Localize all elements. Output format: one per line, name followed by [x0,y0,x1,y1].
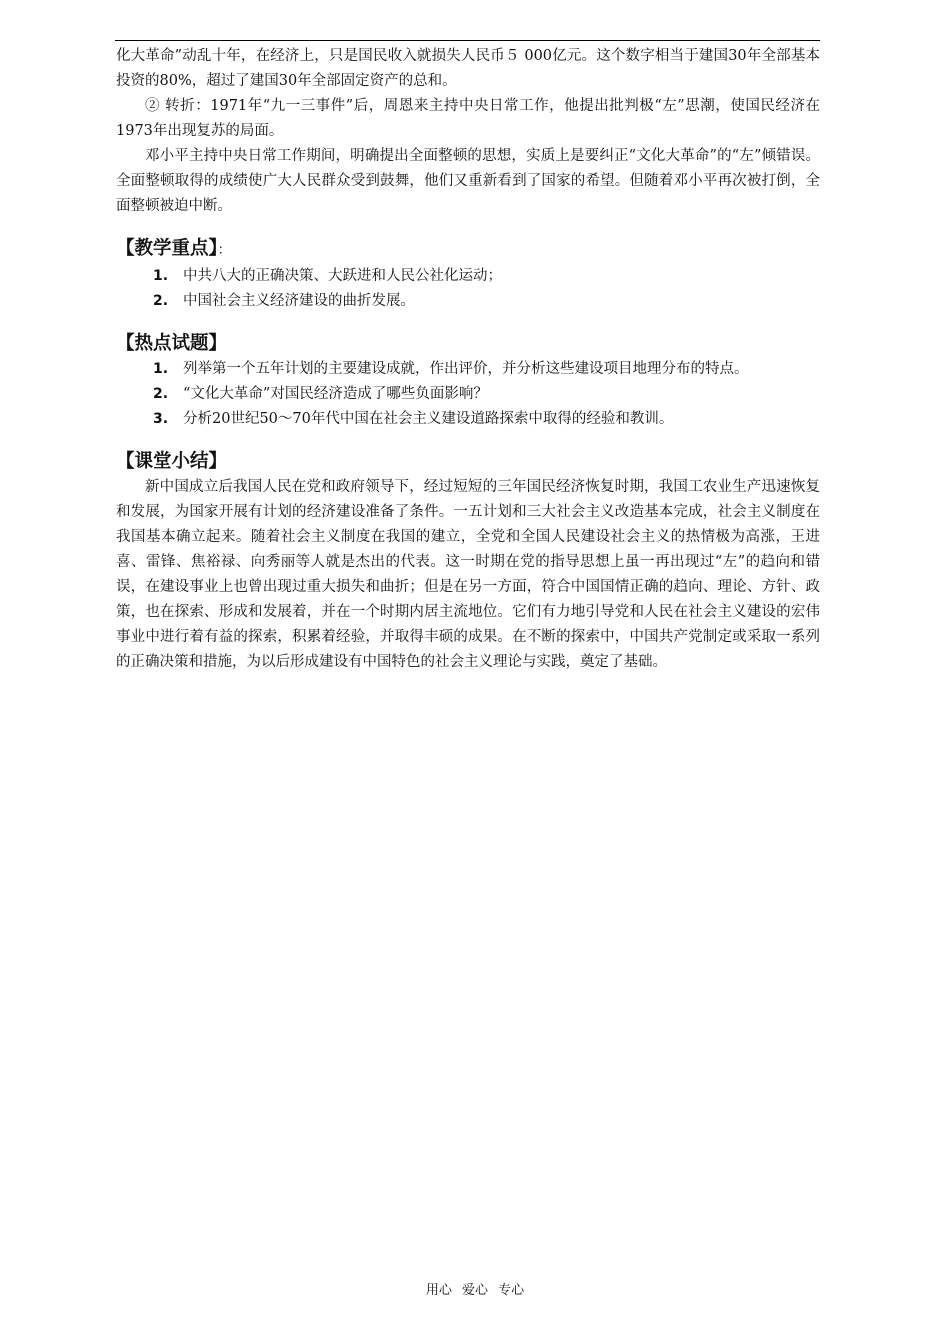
document-body [116,44,820,675]
intro-paragraph-2: ② 转折：1971年“九一三事件”后，周恩来主持中央日常工作，他提出批判极“左”思潮，使国民经济在1973年出现复苏的局面。 [116,98,820,139]
intro-paragraph-1: 化大革命”动乱十年，在经济上，只是国民收入就损失人民币５ 000亿元。这个数字相当于建国30年全部基本投资的80%，超过了建国30年全部固定资产的总和。 [116,48,820,89]
list-item [116,407,820,432]
intro-paragraph-3: 邓小平主持中央日常工作期间，明确提出全面整顿的思想，实质上是要纠正“文化大革命”的“左”倾错误。全面整顿取得的成绩使广大人民群众受到鼓舞，他们又重新看到了国家的希望。但随着邓小平再次被打倒，全面整顿被迫中断。 [116,148,820,214]
list-item-number: 1. [153,361,169,377]
list-item-text: “文化大革命”对国民经济造成了哪些负面影响？ [183,386,488,402]
list-item-text: 分析20世纪50～70年代中国在社会主义建设道路探索中取得的经验和教训。 [183,411,674,427]
header-rule [115,40,820,41]
page-footer: 用心 爱心 专心 [425,1283,525,1298]
list-item-text: 中国社会主义经济建设的曲折发展。 [183,293,415,309]
list-item [116,382,820,407]
list-item-number: 2. [153,386,169,402]
focus-list [116,264,820,314]
list-item-text: 中共八大的正确决策、大跃进和人民公社化运动； [183,268,502,284]
hot-questions-list [116,357,820,432]
list-item-number: 2. [153,293,169,309]
list-item-number: 1. [153,268,169,284]
list-item [116,264,820,289]
summary-paragraph: 新中国成立后我国人民在党和政府领导下，经过短短的三年国民经济恢复时期，我国工农业生产迅速恢复和发展，为国家开展有计划的经济建设准备了条件。一五计划和三大社会主义改造基本完成，社会主义制度在我国基本确立起来。随着社会主义制度在我国的建立，全党和全国人民建设社会主义的热情极为高涨，王进喜、雷锋、焦裕禄、向秀丽等人就是杰出的代表。这一时期在党的指导思想上虽一再出现过“左”的趋向和错误，在建设事业上也曾出现过重大损失和曲折；但是在另一方面，符合中国国情正确的趋向、理论、方针、政策，也在探索、形成和发展着，并在一个时期内居主流地位。它们有力地引导党和人民在社会主义建设的宏伟事业中进行着有益的探索，积累着经验，并取得丰硕的成果。在不断的探索中，中国共产党制定或采取一系列的正确决策和措施，为以后形成建设有中国特色的社会主义理论与实践，奠定了基础。 [116,479,820,670]
focus-heading-colon: ： [217,243,231,258]
list-item [116,357,820,382]
summary-heading: 【课堂小结】 [116,451,228,472]
list-item [116,289,820,314]
focus-heading [116,236,820,264]
hot-questions-heading: 【热点试题】 [116,333,228,354]
list-item-number: 3. [153,411,169,427]
list-item-text: 列举第一个五年计划的主要建设成就，作出评价，并分析这些建设项目地理分布的特点。 [183,361,749,377]
focus-heading-text: 【教学重点】 [116,238,218,259]
